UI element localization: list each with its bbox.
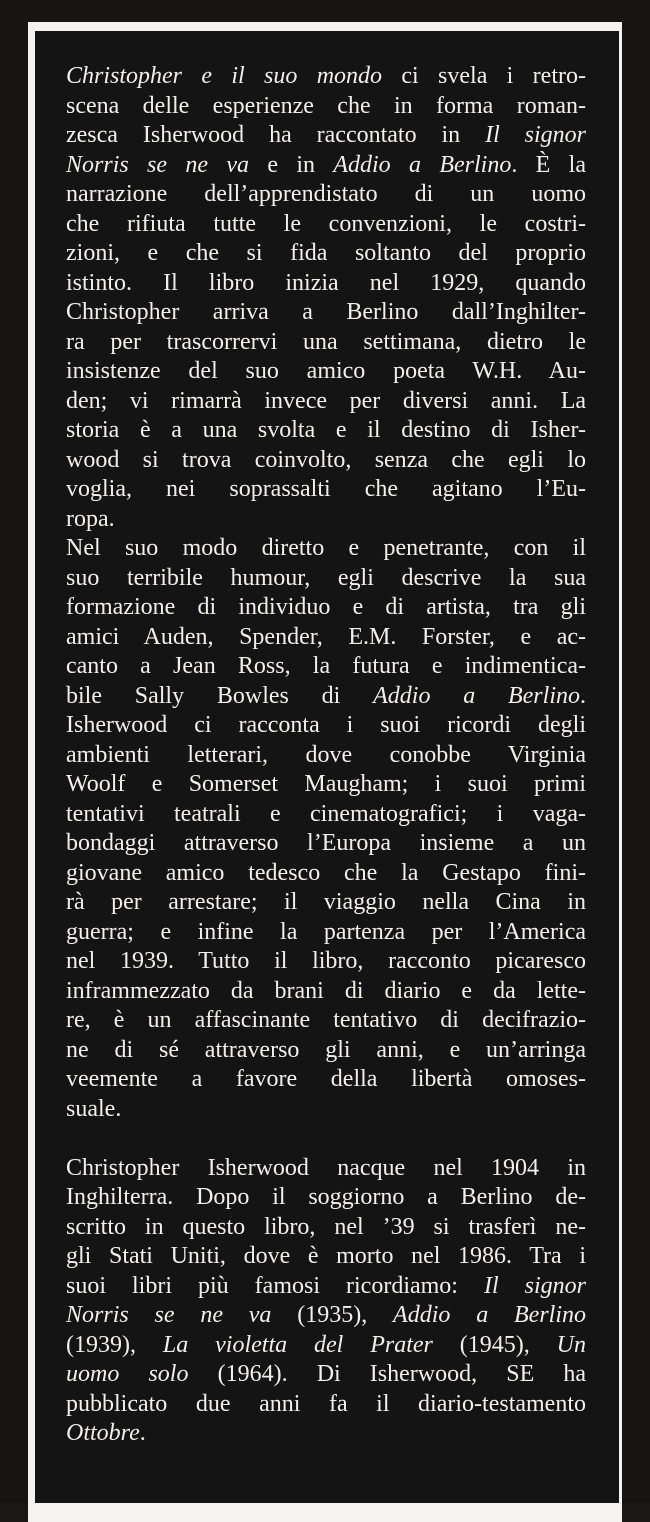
italic-text-segment: Christopher e il suo mondo bbox=[66, 63, 383, 89]
text-line bbox=[66, 1036, 586, 1066]
text-line bbox=[66, 1183, 586, 1213]
text-segment: ne di sé attraverso gli anni, e un’arringa bbox=[66, 1036, 586, 1063]
text-line bbox=[66, 357, 586, 387]
text-line bbox=[66, 829, 586, 859]
text-line bbox=[66, 446, 586, 476]
text-segment: scritto in questo libro, nel ’39 si trasferì ne- bbox=[66, 1213, 586, 1240]
paragraph-p3 bbox=[66, 1154, 586, 1449]
text-segment: den; vi rimarrà invece per diversi anni. La bbox=[66, 387, 586, 414]
text-line bbox=[66, 1006, 586, 1036]
text-segment: ra per trascorrervi una settimana, dietro le bbox=[66, 328, 586, 355]
paragraph-p2 bbox=[66, 534, 586, 1124]
text-line bbox=[66, 888, 586, 918]
italic-text-segment: Ottobre bbox=[66, 1420, 140, 1446]
text-segment: scena delle esperienze che in forma roman- bbox=[66, 92, 586, 119]
text-segment: Nel suo modo diretto e penetrante, con il bbox=[66, 535, 586, 561]
text-segment: canto a Jean Ross, la futura e indimentica- bbox=[66, 653, 586, 679]
text-line bbox=[66, 328, 586, 358]
text-segment: istinto. Il libro inizia nel 1929, quando bbox=[66, 269, 586, 296]
text-line bbox=[66, 682, 586, 712]
text-segment: Christopher arriva a Berlino dall’Inghilter- bbox=[66, 299, 586, 325]
text-segment: inframmezzato da brani di diario e da lette- bbox=[66, 977, 586, 1004]
text-line bbox=[66, 947, 586, 977]
text-segment: (1939), bbox=[66, 1331, 163, 1358]
italic-text-segment: uomo solo bbox=[66, 1361, 189, 1387]
text-segment: gli Stati Uniti, dove è morto nel 1986. Tra i bbox=[66, 1243, 586, 1269]
text-segment: rà per arrestare; il viaggio nella Cina in bbox=[66, 889, 586, 915]
text-segment: bondaggi attraverso l’Europa insieme a un bbox=[66, 830, 586, 856]
text-line bbox=[66, 1065, 586, 1095]
text-segment: Christopher Isherwood nacque nel 1904 in bbox=[66, 1154, 586, 1181]
text-line bbox=[66, 121, 586, 151]
paragraph-p1 bbox=[66, 62, 586, 534]
text-line bbox=[66, 564, 586, 594]
text-line bbox=[66, 1272, 586, 1302]
text-segment: suo terribile humour, egli descrive la sua bbox=[66, 564, 586, 591]
italic-text-segment: Addio a Berlino bbox=[333, 151, 512, 178]
text-segment: . È la bbox=[511, 151, 586, 178]
text-segment: formazione di individuo e di artista, tra gli bbox=[66, 594, 586, 620]
text-line bbox=[66, 534, 586, 564]
text-line bbox=[66, 1419, 586, 1449]
text-line bbox=[66, 151, 586, 181]
text-line bbox=[66, 475, 586, 505]
text-line bbox=[66, 623, 586, 653]
text-segment: amici Auden, Spender, E.M. Forster, e ac- bbox=[66, 623, 586, 650]
text-segment: suoi libri più famosi ricordiamo: bbox=[66, 1272, 484, 1299]
text-segment: ci svela i retro- bbox=[382, 63, 586, 89]
text-segment: che rifiuta tutte le convenzioni, le costri- bbox=[66, 210, 586, 237]
text-line bbox=[66, 977, 586, 1007]
text-segment: narrazione dell’apprendistato di un uomo bbox=[66, 181, 586, 207]
italic-text-segment: Il signor bbox=[485, 122, 586, 148]
text-segment: tentativi teatrali e cinematografici; i vaga- bbox=[66, 800, 586, 827]
italic-text-segment: Norris se ne va bbox=[66, 151, 249, 178]
text-line bbox=[66, 1331, 586, 1361]
text-line bbox=[66, 298, 586, 328]
text-line bbox=[66, 859, 586, 889]
text-line bbox=[66, 1154, 586, 1184]
text-line bbox=[66, 770, 586, 800]
text-segment: ropa. bbox=[66, 505, 115, 532]
text-segment: Inghilterra. Dopo il soggiorno a Berlino de- bbox=[66, 1184, 586, 1210]
text-segment: (1964). Di Isherwood, SE ha bbox=[188, 1361, 587, 1387]
text-segment: veemente a favore della libertà omoses- bbox=[66, 1066, 586, 1092]
text-segment: . bbox=[139, 1420, 146, 1446]
back-cover-text bbox=[66, 62, 586, 1449]
text-line bbox=[66, 62, 586, 92]
text-segment: Isherwood ci racconta i suoi ricordi degli bbox=[66, 712, 586, 738]
text-line bbox=[66, 1390, 586, 1420]
text-line bbox=[66, 918, 586, 948]
text-line bbox=[66, 1301, 586, 1331]
text-line bbox=[66, 180, 586, 210]
text-segment: (1945), bbox=[432, 1331, 557, 1358]
text-segment: (1935), bbox=[271, 1302, 394, 1328]
text-segment: storia è a una svolta e il destino di Isher- bbox=[66, 417, 586, 443]
text-segment: pubblicato due anni fa il diario-testamento bbox=[66, 1390, 586, 1417]
text-segment: e in bbox=[249, 151, 334, 178]
text-line bbox=[66, 741, 586, 771]
text-line bbox=[66, 92, 586, 122]
text-line bbox=[66, 387, 586, 417]
text-line bbox=[66, 800, 586, 830]
text-segment: re, è un affascinante tentativo di decifrazio- bbox=[66, 1007, 586, 1033]
text-segment: suale. bbox=[66, 1095, 122, 1122]
text-segment: nel 1939. Tutto il libro, racconto picaresco bbox=[66, 948, 586, 974]
text-segment: giovane amico tedesco che la Gestapo fini- bbox=[66, 859, 586, 886]
text-line bbox=[66, 593, 586, 623]
italic-text-segment: Addio a Berlino bbox=[393, 1302, 586, 1328]
text-line bbox=[66, 1242, 586, 1272]
italic-text-segment: Addio a Berlino bbox=[373, 682, 580, 709]
text-segment: bile Sally Bowles di bbox=[66, 682, 374, 709]
text-segment: zesca Isherwood ha raccontato in bbox=[66, 122, 486, 148]
text-segment: . bbox=[579, 682, 586, 709]
text-line bbox=[66, 1095, 586, 1125]
text-segment: Woolf e Somerset Maugham; i suoi primi bbox=[66, 771, 586, 797]
text-line bbox=[66, 210, 586, 240]
text-line bbox=[66, 1213, 586, 1243]
italic-text-segment: Un bbox=[556, 1331, 587, 1358]
italic-text-segment: Norris se ne va bbox=[66, 1302, 272, 1328]
text-segment: wood si trova coinvolto, senza che egli lo bbox=[66, 446, 586, 473]
text-segment: insistenze del suo amico poeta W.H. Au- bbox=[66, 358, 586, 384]
text-line bbox=[66, 269, 586, 299]
text-line bbox=[66, 652, 586, 682]
text-line bbox=[66, 239, 586, 269]
text-segment: zioni, e che si fida soltanto del proprio bbox=[66, 240, 586, 266]
text-segment: voglia, nei soprassalti che agitano l’Eu- bbox=[66, 476, 586, 502]
text-line bbox=[66, 711, 586, 741]
italic-text-segment: Il signor bbox=[483, 1272, 586, 1299]
text-segment: guerra; e infine la partenza per l’America bbox=[66, 918, 586, 945]
text-line bbox=[66, 505, 586, 535]
italic-text-segment: La violetta del Prater bbox=[162, 1331, 433, 1358]
text-line bbox=[66, 1360, 586, 1390]
text-segment: ambienti letterari, dove conobbe Virginia bbox=[66, 741, 586, 768]
text-line bbox=[66, 416, 586, 446]
